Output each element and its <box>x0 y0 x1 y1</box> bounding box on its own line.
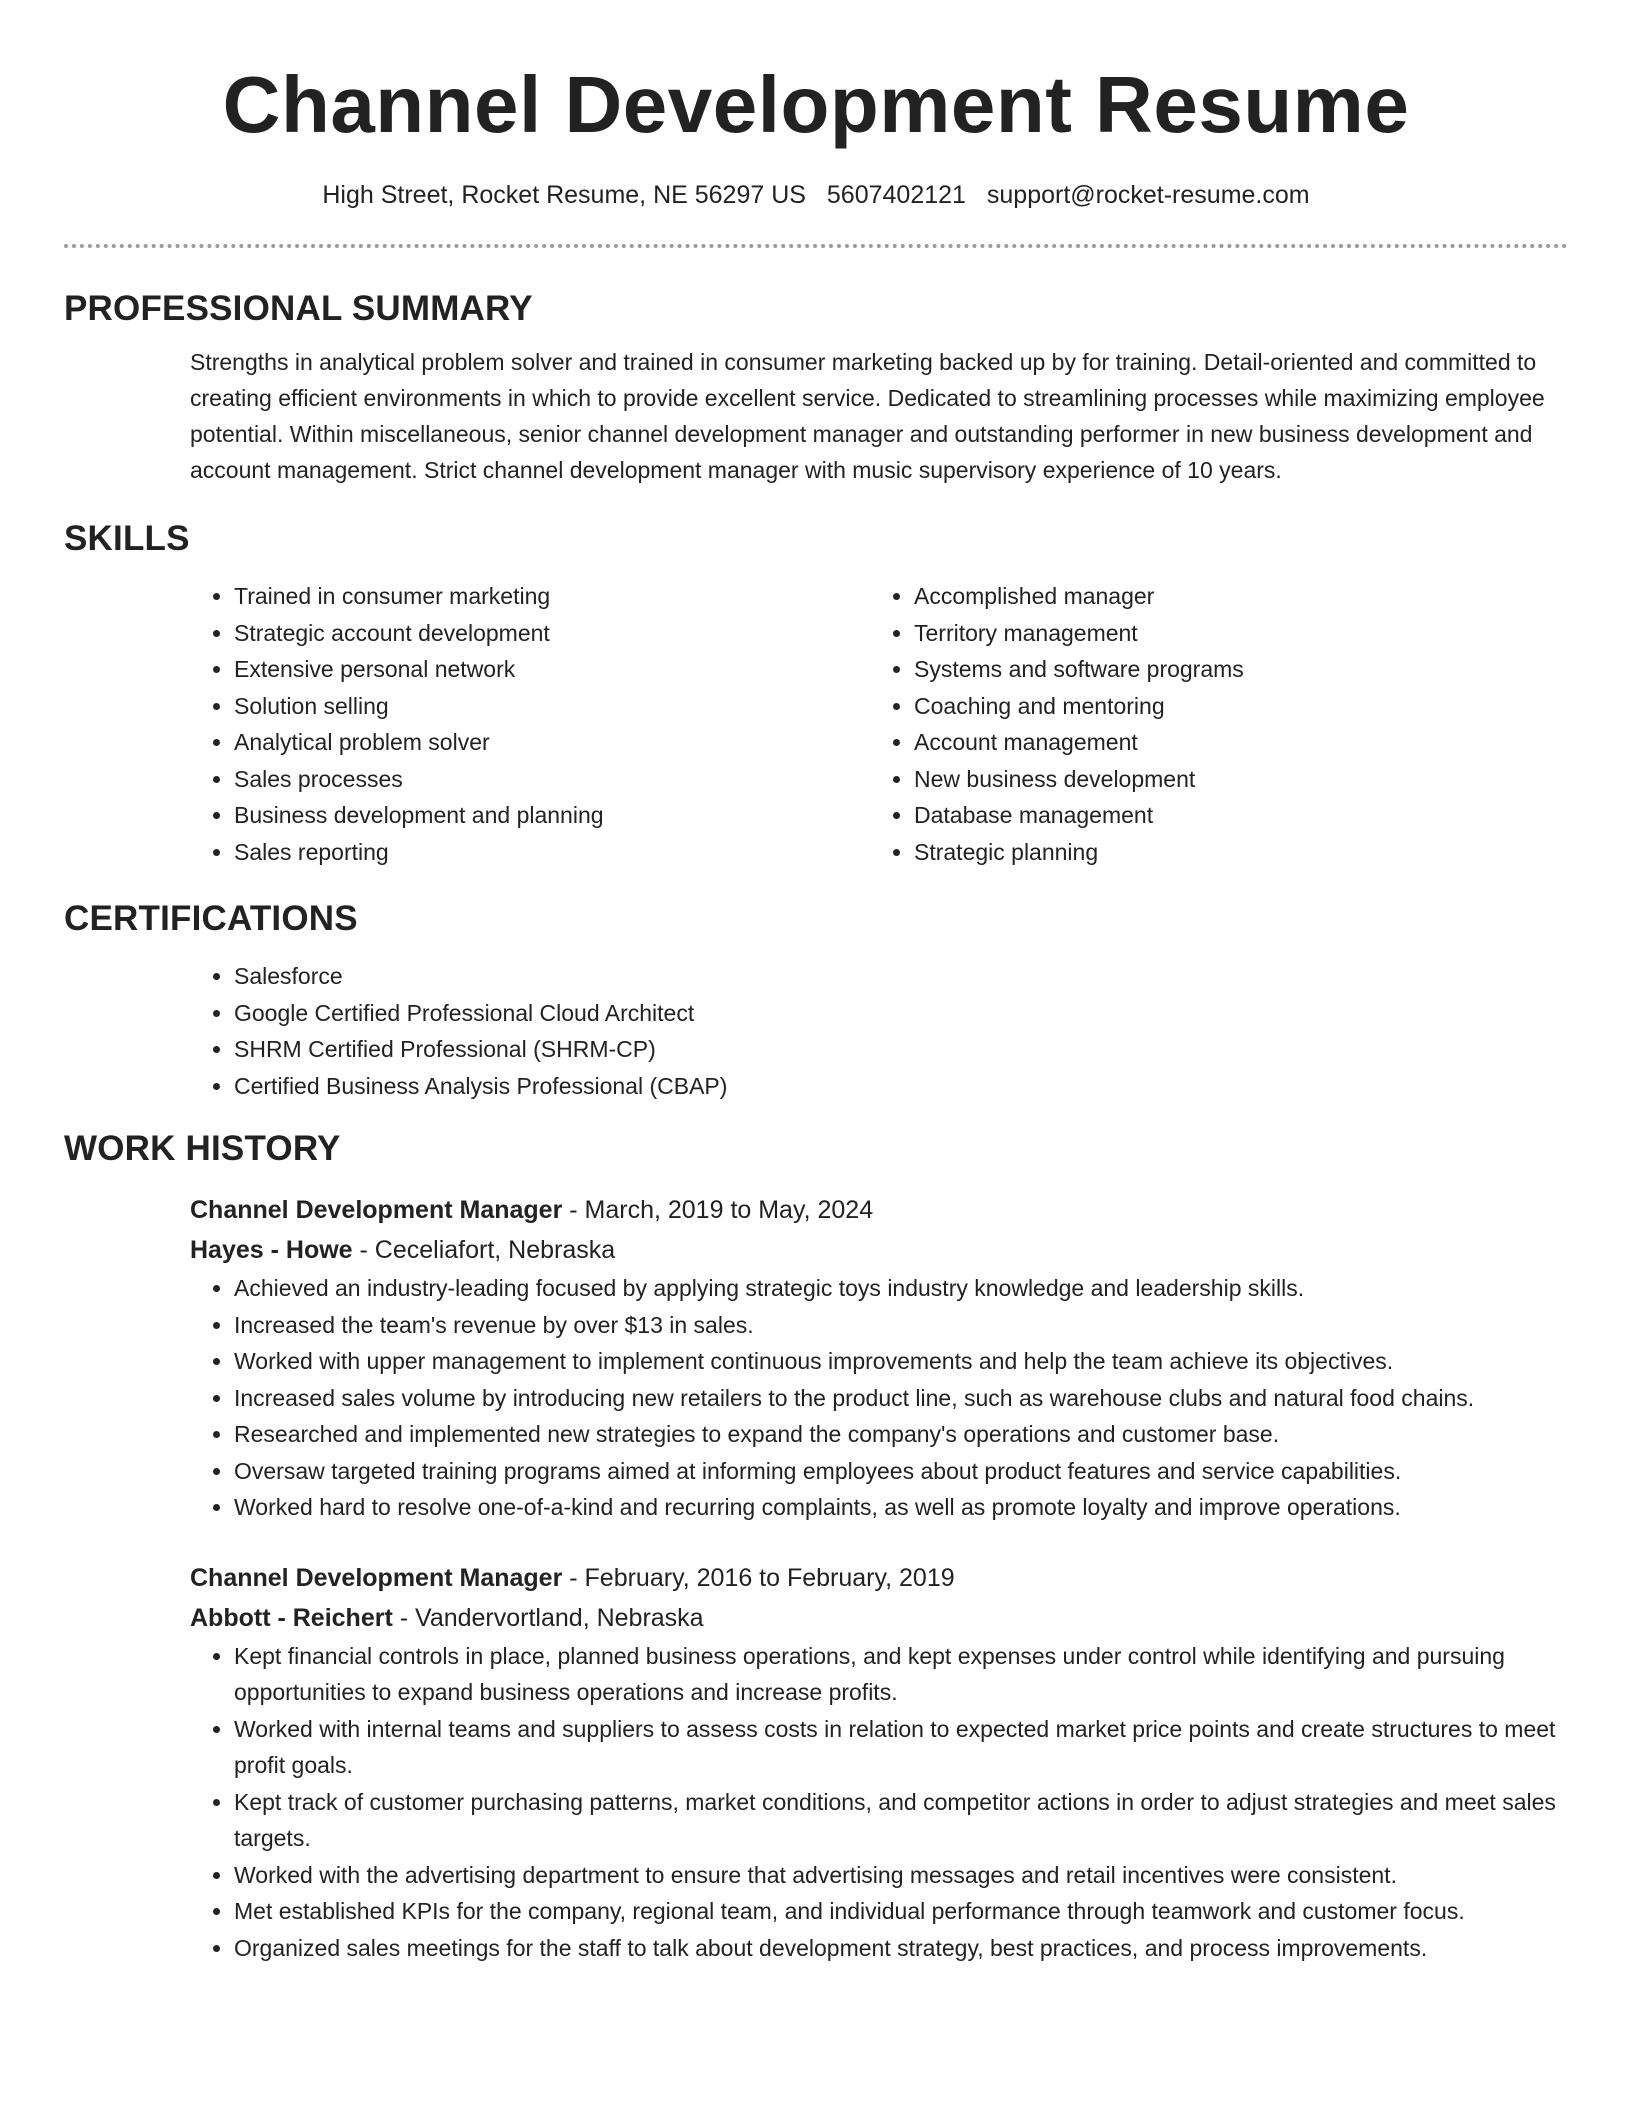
skill-item: • Coaching and mentoring <box>914 688 1550 725</box>
certifications-list-wrap <box>190 958 1568 1104</box>
skills-list-right <box>870 578 1550 870</box>
job-duty: • Worked with the advertising department to ensure that advertising messages and retail incentives were consistent. <box>234 1857 1568 1894</box>
job-title: Channel Development Manager <box>190 1196 563 1224</box>
skill-item: • Account management <box>914 724 1550 761</box>
summary-heading: PROFESSIONAL SUMMARY <box>64 289 533 328</box>
resume-title: Channel Development Resume <box>222 60 1410 149</box>
job-company-line <box>190 1598 1568 1638</box>
skills-column-left <box>190 578 870 870</box>
job-location: - Ceceliafort, Nebraska <box>352 1236 616 1264</box>
contact-email: support@rocket-resume.com <box>986 181 1310 209</box>
job-duty: • Worked hard to resolve one-of-a-kind and recurring complaints, as well as promote loyalty and improve operations. <box>234 1489 1568 1526</box>
skill-item: • Database management <box>914 797 1550 834</box>
job-entry <box>190 1558 1568 1967</box>
certification-item: • SHRM Certified Professional (SHRM-CP) <box>234 1031 1568 1068</box>
skills-heading: SKILLS <box>64 519 190 558</box>
skill-item: • Strategic account development <box>234 615 870 652</box>
job-dates: - February, 2016 to February, 2019 <box>562 1563 955 1592</box>
skills-section <box>64 518 1568 870</box>
certification-item: • Certified Business Analysis Professional (CBAP) <box>234 1068 1568 1105</box>
job-title: Channel Development Manager <box>190 1563 563 1592</box>
certifications-list <box>190 958 1568 1104</box>
job-duty: • Met established KPIs for the company, regional team, and individual performance through teamwork and customer focus. <box>234 1893 1568 1930</box>
skills-grid <box>190 578 1568 870</box>
skill-item: • Solution selling <box>234 688 870 725</box>
skill-item: • Sales processes <box>234 761 870 798</box>
job-location: - Vandervortland, Nebraska <box>392 1603 704 1632</box>
skills-column-right <box>870 578 1550 870</box>
job-duties-list <box>190 1270 1568 1526</box>
summary-text: Strengths in analytical problem solver and trained in consumer marketing backed up by for training. Detail-oriented and committed to creating efficient environments in which to provide excellent service. Dedicated to streamlining processes while maximizing employee potential. Within miscellaneous, senior channel development manager and outstanding performer in new business development and account management. Strict channel development manager with music supervisory experience of 10 years. <box>190 349 1545 483</box>
skill-item: • Analytical problem solver <box>234 724 870 761</box>
skill-item: • Trained in consumer marketing <box>234 578 870 615</box>
job-duty: • Worked with internal teams and suppliers to assess costs in relation to expected market price points and create structures to meet profit goals. <box>234 1711 1568 1784</box>
job-dates: - March, 2019 to May, 2024 <box>562 1196 874 1224</box>
contact-address: High Street, Rocket Resume, NE 56297 US <box>322 181 806 209</box>
job-company: Abbott - Reichert <box>190 1603 393 1632</box>
work-history-heading: WORK HISTORY <box>64 1129 341 1168</box>
job-entry <box>190 1190 1568 1526</box>
skill-item: • New business development <box>914 761 1550 798</box>
contact-phone: 5607402121 <box>826 181 966 209</box>
certification-item: • Salesforce <box>234 958 1568 995</box>
job-title-line <box>190 1558 1568 1598</box>
job-company: Hayes - Howe <box>190 1236 353 1264</box>
skill-item: • Sales reporting <box>234 834 870 871</box>
job-duty: • Increased sales volume by introducing new retailers to the product line, such as warehouse clubs and natural food chains. <box>234 1380 1568 1417</box>
job-duty: • Oversaw targeted training programs aimed at informing employees about product features and service capabilities. <box>234 1453 1568 1490</box>
skill-item: • Business development and planning <box>234 797 870 834</box>
job-title-line <box>190 1190 1568 1230</box>
contact-line <box>64 180 1568 210</box>
header-divider <box>64 244 1568 248</box>
job-duty: • Organized sales meetings for the staff to talk about development strategy, best practices, and process improvements. <box>234 1930 1568 1967</box>
job-duty: • Worked with upper management to implement continuous improvements and help the team achieve its objectives. <box>234 1343 1568 1380</box>
skill-item: • Accomplished manager <box>914 578 1550 615</box>
job-duty: • Researched and implemented new strategies to expand the company's operations and customer base. <box>234 1416 1568 1453</box>
skill-item: • Territory management <box>914 615 1550 652</box>
work-history-section <box>64 1128 1568 1966</box>
certifications-section <box>64 898 1568 1104</box>
job-duties-list <box>190 1638 1568 1967</box>
job-duty: • Increased the team's revenue by over $13 in sales. <box>234 1307 1568 1344</box>
job-duty: • Kept track of customer purchasing patterns, market conditions, and competitor actions in order to adjust strategies and meet sales targets. <box>234 1784 1568 1857</box>
job-company-line <box>190 1230 1568 1270</box>
skill-item: • Systems and software programs <box>914 651 1550 688</box>
skills-list-left <box>190 578 870 870</box>
certification-item: • Google Certified Professional Cloud Architect <box>234 995 1568 1032</box>
summary-section <box>64 288 1568 488</box>
job-duty: • Achieved an industry-leading focused by applying strategic toys industry knowledge and leadership skills. <box>234 1270 1568 1307</box>
skill-item: • Strategic planning <box>914 834 1550 871</box>
job-duty: • Kept financial controls in place, planned business operations, and kept expenses under control while identifying and pursuing opportunities to expand business operations and increase profits. <box>234 1638 1568 1711</box>
certifications-heading: CERTIFICATIONS <box>64 899 358 938</box>
skill-item: • Extensive personal network <box>234 651 870 688</box>
